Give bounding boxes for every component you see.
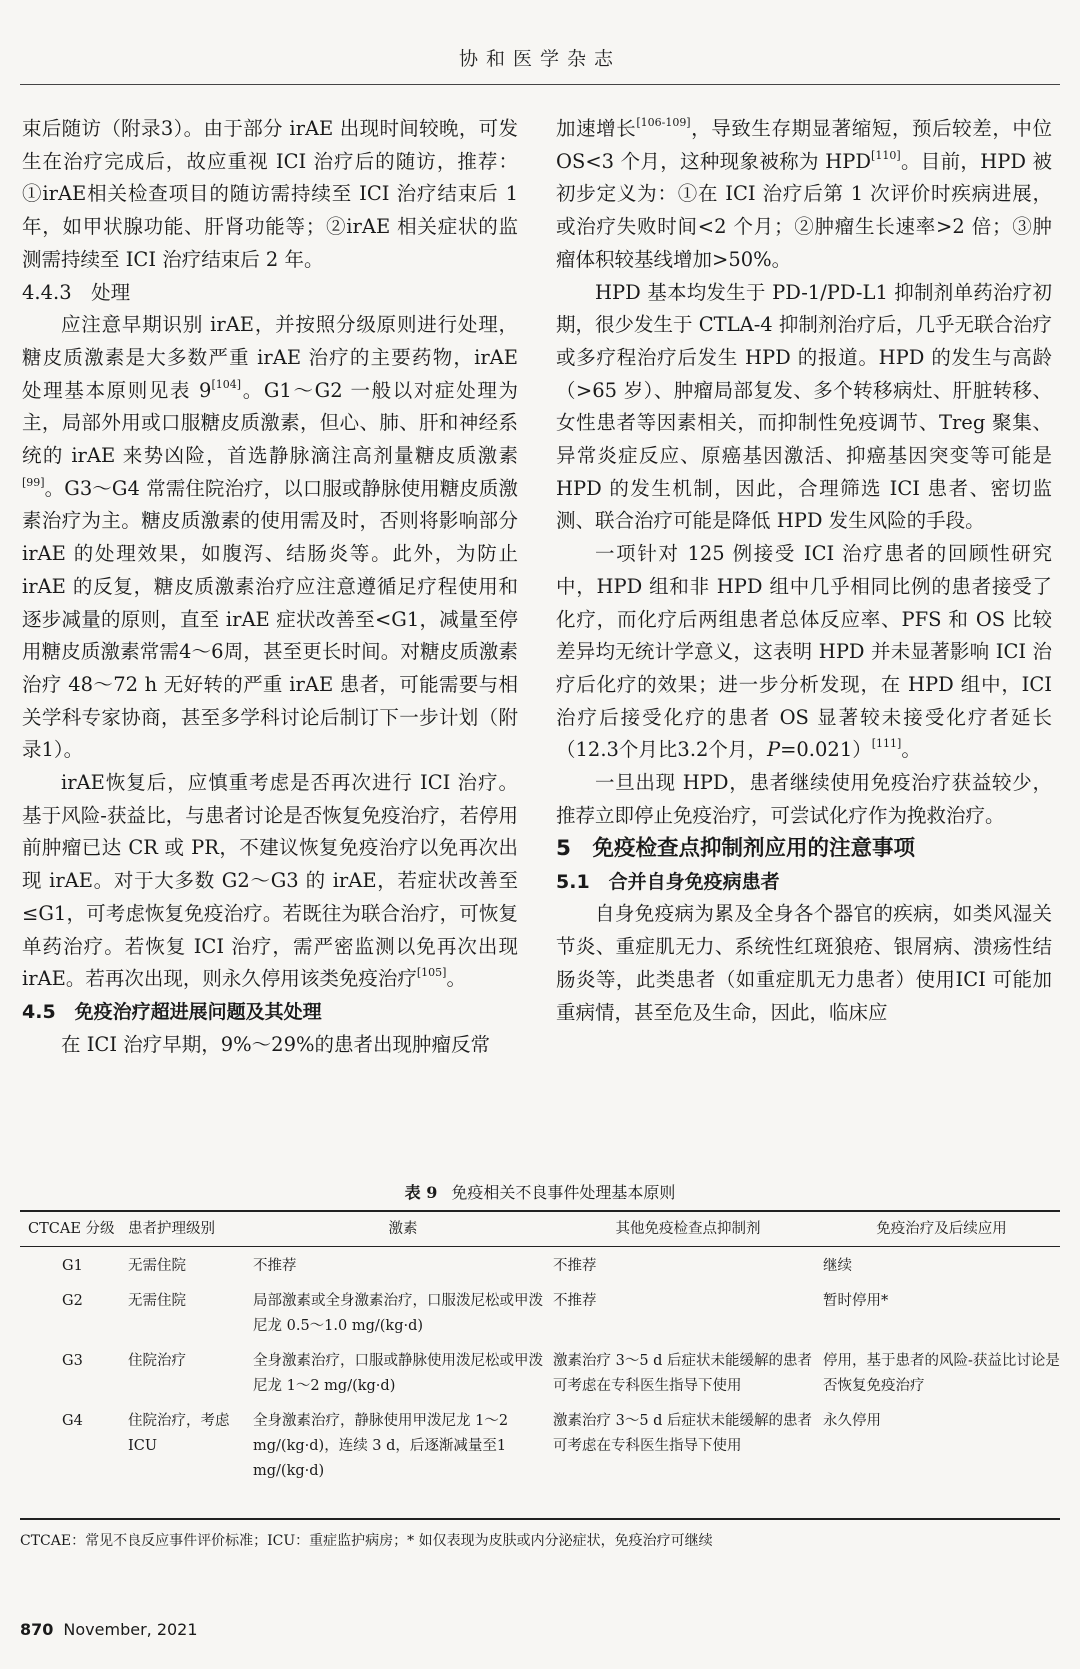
table-cell: 暂时停用* bbox=[823, 1293, 889, 1309]
page-footer bbox=[20, 1620, 198, 1639]
table-cell: 全身激素治疗，静脉使用甲泼尼龙 1～2 mg/(kg·d)，连续 3 d，后逐渐减量至1 mg/(kg·d) bbox=[253, 1413, 509, 1479]
paragraph: 在 ICI 治疗早期，9%～29%的患者出现肿瘤反常 bbox=[61, 1032, 491, 1056]
table-row bbox=[20, 1246, 1060, 1281]
column-header: 激素 bbox=[388, 1220, 418, 1237]
table-cell: 局部激素或全身激素治疗，口服泼尼松或甲泼尼龙 0.5～1.0 mg/(kg·d) bbox=[253, 1293, 543, 1334]
text-run: =0.021） bbox=[780, 738, 872, 762]
paragraph: HPD 基本均发生于 PD-1/PD-L1 抑制剂单药治疗初期，很少发生于 CTLA-4 抑制剂治疗后，几乎无联合治疗或多疗程治疗后发生 HPD 的报道。HPD 的发生与高龄（>65 岁）、肿瘤局部复发、多个转移病灶、肝脏转移、女性患者等因素相关，而抑制性免疫调节、Treg 聚集、异常炎症反应、原癌基因激活、抑癌基因突变等可能是 HPD 的发生机制，因此，合理筛选 ICI 患者、密切监测、联合治疗可能是降低 HPD 发生风险的手段。 bbox=[556, 280, 1052, 533]
table-footnote: CTCAE：常见不良反应事件评价标准；ICU：重症监护病房；* 如仅表现为皮肤或内分泌症状，免疫治疗可继续 bbox=[20, 1533, 713, 1549]
table-cell: 停用，基于患者的风险-获益比讨论是否恢复免疫治疗 bbox=[823, 1353, 1060, 1394]
table-cell: 全身激素治疗，口服或静脉使用泼尼松或甲泼尼龙 1～2 mg/(kg·d) bbox=[253, 1353, 543, 1394]
citation: [106-109] bbox=[636, 116, 691, 129]
subsection-heading-4-4-3: 4.4.3 处理 bbox=[22, 280, 131, 304]
table-cell: G2 bbox=[62, 1293, 83, 1309]
table-cell: G1 bbox=[62, 1258, 83, 1274]
citation: [110] bbox=[871, 148, 901, 162]
column-header: CTCAE 分级 bbox=[28, 1220, 115, 1237]
text-run: 。目前，HPD 被初步定义为：①在 ICI 治疗后第 1 次评价时疾病进展，或治疗失败时间<2 个月；②肿瘤生长速率>2 倍；③肿瘤体积较基线增加>50%。 bbox=[556, 149, 1052, 271]
table-row bbox=[20, 1401, 1060, 1486]
table-bottom-rule bbox=[20, 1518, 1060, 1520]
subsection-heading-5-1: 5.1 合并自身免疫病患者 bbox=[556, 871, 780, 894]
table-cell: 不推荐 bbox=[253, 1258, 297, 1274]
section-heading-4-5: 4.5 免疫治疗超进展问题及其处理 bbox=[22, 1000, 322, 1023]
text-run: 应注意早期识别 irAE，并按照分级原则进行处理，糖皮质激素是大多数严重 irAE 治疗的主要药物，irAE 处理基本原则见表 9 bbox=[22, 313, 518, 402]
paragraph: 自身免疫病为累及全身各个器官的疾病，如类风湿关节炎、重症肌无力、系统性红斑狼疮、银屑病、溃疡性结肠炎等，此类患者（如重症肌无力患者）使用ICI 可能加重病情，甚至危及生命，因此，临床应 bbox=[556, 902, 1052, 1024]
table-cell: 继续 bbox=[823, 1258, 852, 1274]
column-header: 其他免疫检查点抑制剂 bbox=[615, 1220, 761, 1237]
table-row bbox=[20, 1281, 1060, 1341]
table-cell: 住院治疗，考虑 ICU bbox=[128, 1413, 230, 1454]
table-cell: 激素治疗 3～5 d 后症状未能缓解的患者可考虑在专科医生指导下使用 bbox=[553, 1353, 813, 1394]
table-caption bbox=[0, 1180, 1080, 1203]
column-header: 患者护理级别 bbox=[128, 1220, 215, 1237]
citation: [99] bbox=[22, 475, 45, 489]
citation: [104] bbox=[211, 377, 242, 391]
citation: [111] bbox=[871, 737, 902, 751]
table-cell: G3 bbox=[62, 1353, 83, 1369]
paragraph: 一旦出现 HPD，患者继续使用免疫治疗获益较少，推荐立即停止免疫治疗，可尝试化疗作为挽救治疗。 bbox=[556, 771, 1052, 827]
paragraph bbox=[556, 113, 1052, 277]
running-header: 协和医学杂志 bbox=[458, 48, 621, 70]
table-cell: 永久停用 bbox=[823, 1413, 881, 1429]
table-header-row bbox=[20, 1212, 1060, 1246]
section-heading-5: 5 免疫检查点抑制剂应用的注意事项 bbox=[556, 836, 915, 862]
text-run: 加速增长 bbox=[556, 117, 637, 140]
issue-date: November, 2021 bbox=[63, 1620, 198, 1639]
table-row bbox=[20, 1341, 1060, 1401]
table-cell: 不推荐 bbox=[553, 1258, 597, 1274]
table-label: 表 9 bbox=[404, 1183, 438, 1202]
table-title: 免疫相关不良事件处理基本原则 bbox=[451, 1183, 676, 1202]
text-run: irAE恢复后，应慎重考虑是否再次进行 ICI 治疗。基于风险-获益比，与患者讨论是否恢复免疫治疗，若停用前肿瘤已达 CR 或 PR，不建议恢复免疫治疗以免再次出现 irAE。对于大多数 G2～G3 的 irAE，若症状改善至≤G1，可考虑恢复免疫治疗。若既往为联合治疗，可恢复单药治疗。若恢复 ICI 治疗，需严密监测以免再次出现 irAE。若再次出现，则永久停用该类免疫治疗 bbox=[22, 771, 518, 991]
text-run: 一项针对 125 例接受 ICI 治疗患者的回顾性研究中，HPD 组和非 HPD 组中几乎相同比例的患者接受了化疗，而化疗后两组患者总体反应率、PFS 和 OS 比较差异均无统计学意义，这表明 HPD 并未显著影响 ICI 治疗后化疗的效果；进一步分析发现，在 HPD 组中，ICI 治疗后接受化疗的患者 OS 显著较未接受化疗者延长（12.3个月比3.2个月， bbox=[556, 542, 1052, 762]
header-rule bbox=[20, 84, 1060, 85]
data-table bbox=[20, 1212, 1060, 1486]
p-value-symbol: P bbox=[766, 738, 781, 762]
paragraph bbox=[22, 309, 518, 767]
citation: [105] bbox=[416, 966, 447, 980]
text-run: ，导致生存期显著缩短，预后较差，中位 OS<3 个月，这种现象被称为 HPD bbox=[556, 117, 1052, 173]
column-header: 免疫治疗及后续应用 bbox=[876, 1220, 1007, 1237]
text-run: 。 bbox=[446, 967, 466, 991]
table-cell: 无需住院 bbox=[128, 1293, 186, 1309]
table-cell: 激素治疗 3～5 d 后症状未能缓解的患者可考虑在专科医生指导下使用 bbox=[553, 1413, 813, 1454]
table-cell: G4 bbox=[62, 1413, 83, 1429]
paragraph bbox=[22, 767, 518, 996]
table-cell: 住院治疗 bbox=[128, 1353, 186, 1369]
text-run: 。 bbox=[901, 738, 921, 762]
left-column bbox=[22, 113, 518, 1061]
paragraph bbox=[556, 538, 1052, 767]
table-cell: 无需住院 bbox=[128, 1258, 186, 1274]
page-number: 870 bbox=[20, 1620, 54, 1639]
text-run: 。G3～G4 常需住院治疗，以口服或静脉使用糖皮质激素治疗为主。糖皮质激素的使用需及时，否则将影响部分 irAE 的处理效果，如腹泻、结肠炎等。此外，为防止 irAE 的反复，糖皮质激素治疗应注意遵循足疗程使用和逐步减量的原则，直至 irAE 症状改善至<G1，减量至停用糖皮质激素常需4～6周，甚至更长时间。对糖皮质激素治疗 48～72 h 无好转的严重 irAE 患者，可能需要与相关学科专家协商，甚至多学科讨论后制订下一步计划（附录1）。 bbox=[22, 476, 518, 762]
paragraph: 束后随访（附录3）。由于部分 irAE 出现时间较晚，可发生在治疗完成后，故应重视 ICI 治疗后的随访，推荐：①irAE相关检查项目的随访需持续至 ICI 治疗结束后 1 年，如甲状腺功能、肝肾功能等；②irAE 相关症状的监测需持续至 ICI 治疗结束后 2 年。 bbox=[22, 117, 518, 271]
table-cell: 不推荐 bbox=[553, 1293, 597, 1309]
right-column bbox=[556, 113, 1052, 1029]
text-run: 。G1～G2 一般以对症处理为主，局部外用或口服糖皮质激素，但心、肺、肝和神经系统的 irAE 来势凶险，首选静脉滴注高剂量糖皮质激素 bbox=[22, 378, 518, 468]
